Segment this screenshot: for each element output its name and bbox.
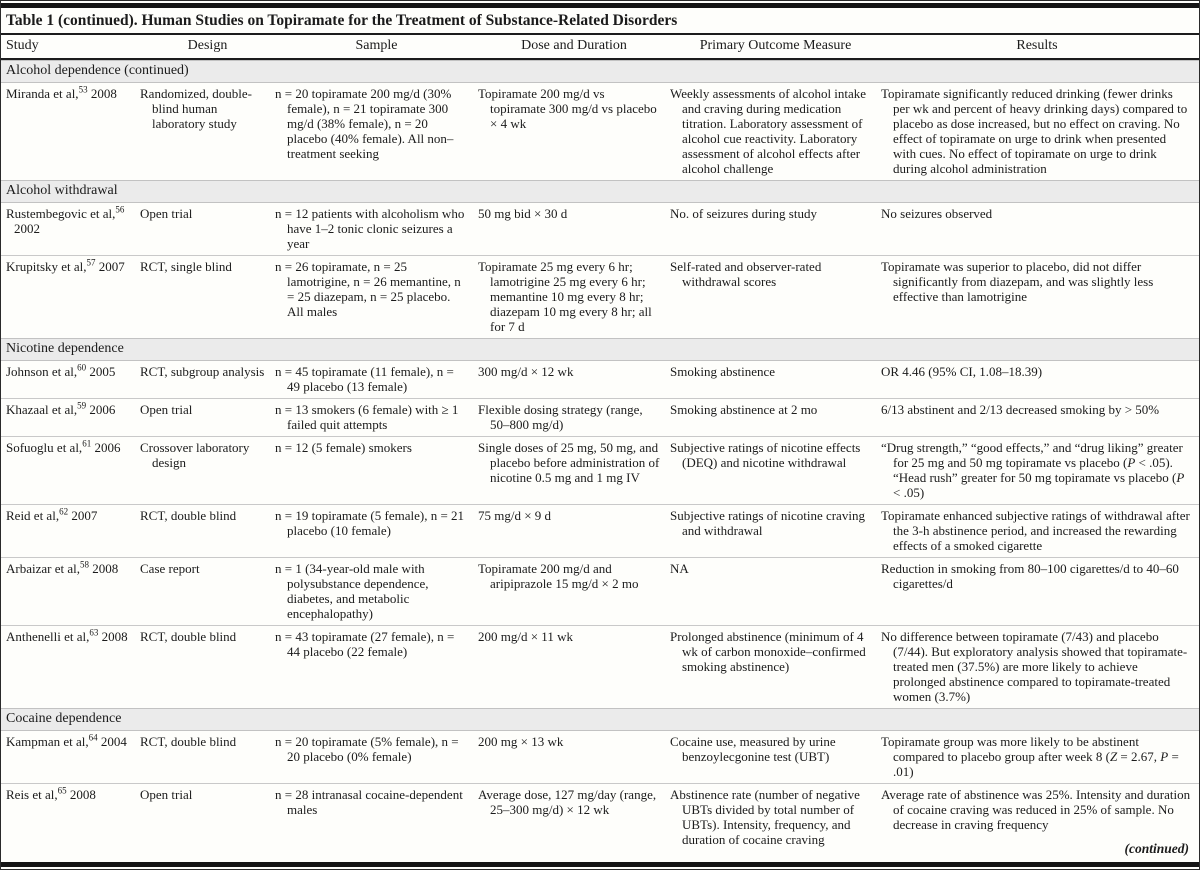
outcome-cell: Smoking abstinence at 2 mo: [670, 402, 818, 417]
citation-ref: 59: [77, 400, 87, 411]
dose-cell: 200 mg/d × 11 wk: [478, 629, 573, 644]
table-title: Table 1 (continued). Human Studies on Topiramate for the Treatment of Substance-Related Disorders: [1, 8, 1199, 35]
sample-cell: n = 28 intranasal cocaine-dependent males: [275, 787, 463, 817]
study-name: Reid et al,: [6, 508, 60, 523]
results-cell: “Drug strength,” “good effects,” and “drug liking” greater for 25 mg and 50 mg topiramate vs placebo (P < .05). “Head rush” greater for 50 mg topiramate vs placebo (P < .05): [881, 440, 1185, 500]
study-cell: [6, 86, 140, 176]
outcome-cell: Subjective ratings of nicotine craving and withdrawal: [670, 508, 865, 538]
citation-ref: 63: [89, 627, 99, 638]
study-year: 2007: [98, 259, 125, 274]
design-cell: Open trial: [140, 787, 193, 802]
citation-ref: 61: [82, 438, 92, 449]
study-cell: [6, 561, 140, 621]
dose-cell: Topiramate 200 mg/d and aripiprazole 15 mg/d × 2 mo: [478, 561, 639, 591]
design-cell: Open trial: [140, 402, 193, 417]
study-year: 2006: [94, 440, 121, 455]
dose-cell: Single doses of 25 mg, 50 mg, and placebo before administration of nicotine 0.5 mg and 1 mg IV: [478, 440, 660, 485]
results-cell: OR 4.46 (95% CI, 1.08–18.39): [881, 364, 1043, 379]
study-year: 2007: [71, 508, 98, 523]
outcome-cell: Cocaine use, measured by urine benzoylecgonine test (UBT): [670, 734, 836, 764]
section-alcohol-dependence-continued: [1, 60, 1199, 180]
sample-cell: n = 12 patients with alcoholism who have 1–2 tonic clonic seizures a year: [275, 206, 465, 251]
design-cell: RCT, subgroup analysis: [140, 364, 265, 379]
results-cell: Average rate of abstinence was 25%. Intensity and duration of cocaine craving was reduced in 25% of sample. No decrease in craving frequency: [881, 787, 1191, 832]
results-cell: Topiramate group was more likely to be abstinent compared to placebo group after week 8 (Z = 2.67, P = .01): [881, 734, 1179, 779]
table-row: [1, 783, 1199, 851]
results-cell: No difference between topiramate (7/43) and placebo (7/44). But exploratory analysis showed that topiramate-treated men (37.5%) are more likely to achieve prolonged abstinence compared to topiramate-treated women (3.7%): [881, 629, 1188, 704]
results-cell: 6/13 abstinent and 2/13 decreased smoking by > 50%: [881, 402, 1160, 417]
sample-cell: n = 20 topiramate 200 mg/d (30% female), n = 21 topiramate 300 mg/d (38% female), n = 20 placebo (40% female). All non–treatment seeking: [275, 86, 454, 161]
dose-cell: 200 mg × 13 wk: [478, 734, 564, 749]
dose-cell: Topiramate 200 mg/d vs topiramate 300 mg/d vs placebo × 4 wk: [478, 86, 657, 131]
study-cell: [6, 629, 140, 704]
study-cell: [6, 787, 140, 847]
citation-ref: 56: [115, 204, 125, 215]
column-header-design: Design: [187, 38, 228, 53]
results-cell: Topiramate enhanced subjective ratings of withdrawal after the 3-h abstinence period, and increased the rewarding effects of a smoked cigarette: [881, 508, 1190, 553]
study-year: 2008: [90, 86, 117, 101]
outcome-cell: No. of seizures during study: [670, 206, 817, 221]
study-cell: [6, 402, 140, 432]
section-label: Alcohol dependence (continued): [1, 60, 1199, 83]
sample-cell: n = 19 topiramate (5 female), n = 21 placebo (10 female): [275, 508, 465, 538]
table-row: [1, 625, 1199, 708]
design-cell: RCT, double blind: [140, 734, 237, 749]
results-cell: Topiramate was superior to placebo, did not differ significantly from diazepam, and was slightly less effective than lamotrigine: [881, 259, 1154, 304]
table-row: [1, 557, 1199, 625]
citation-ref: 62: [59, 506, 69, 517]
table-row: [1, 504, 1199, 557]
citation-ref: 58: [79, 559, 89, 570]
sample-cell: n = 1 (34-year-old male with polysubstance dependence, diabetes, and metabolic encephalopathy): [275, 561, 429, 621]
study-name: Miranda et al,: [6, 86, 79, 101]
dose-cell: Average dose, 127 mg/day (range, 25–300 mg/d) × 12 wk: [478, 787, 657, 817]
design-cell: Randomized, double-blind human laboratory study: [140, 86, 252, 131]
column-header-results: Results: [1016, 38, 1058, 53]
results-cell: No seizures observed: [881, 206, 993, 221]
study-cell: [6, 440, 140, 500]
study-name: Reis et al,: [6, 787, 58, 802]
column-header-study: Study: [6, 38, 39, 53]
sample-cell: n = 12 (5 female) smokers: [275, 440, 412, 455]
column-header-sample: Sample: [355, 38, 398, 53]
section-alcohol-withdrawal: [1, 180, 1199, 338]
section-label: Cocaine dependence: [1, 708, 1199, 731]
table-row: [1, 203, 1199, 255]
citation-ref: 60: [77, 362, 87, 373]
study-cell: [6, 734, 140, 779]
study-cell: [6, 364, 140, 394]
study-name: Arbaizar et al,: [6, 561, 80, 576]
dose-cell: 300 mg/d × 12 wk: [478, 364, 574, 379]
continued-note: (continued): [1124, 841, 1189, 856]
design-cell: Open trial: [140, 206, 193, 221]
table-row: [1, 398, 1199, 436]
section-nicotine-dependence: [1, 338, 1199, 708]
dose-cell: 50 mg bid × 30 d: [478, 206, 568, 221]
study-year: 2005: [89, 364, 116, 379]
study-cell: [6, 259, 140, 334]
study-name: Krupitsky et al,: [6, 259, 87, 274]
outcome-cell: Prolonged abstinence (minimum of 4 wk of carbon monoxide–confirmed smoking abstinence): [670, 629, 866, 674]
section-label: Nicotine dependence: [1, 338, 1199, 361]
sample-cell: n = 13 smokers (6 female) with ≥ 1 failed quit attempts: [275, 402, 459, 432]
study-name: Kampman et al,: [6, 734, 89, 749]
outcome-cell: Weekly assessments of alcohol intake and craving during medication titration. Laboratory assessment of alcohol cue reactivity. Laboratory assessment of alcohol effects after alcohol challenge: [670, 86, 867, 176]
citation-ref: 65: [57, 785, 67, 796]
study-year: 2008: [101, 629, 128, 644]
results-cell: Reduction in smoking from 80–100 cigarettes/d to 40–60 cigarettes/d: [881, 561, 1179, 591]
results-cell: Topiramate significantly reduced drinking (fewer drinks per wk and percent of heavy drinking days) compared to placebo as dose increased, but no effect on craving. No effect of topiramate on urge to drink when presented with cues. No effect of topiramate on urge to drink during alcohol administration: [881, 86, 1188, 176]
sample-cell: n = 45 topiramate (11 female), n = 49 placebo (13 female): [275, 364, 454, 394]
sample-cell: n = 43 topiramate (27 female), n = 44 placebo (22 female): [275, 629, 455, 659]
design-cell: RCT, double blind: [140, 508, 237, 523]
design-cell: Case report: [140, 561, 200, 576]
study-year: 2002: [14, 221, 40, 236]
study-year: 2008: [69, 787, 96, 802]
column-header-row: [1, 35, 1199, 60]
study-name: Sofuoglu et al,: [6, 440, 83, 455]
design-cell: RCT, single blind: [140, 259, 232, 274]
column-header-dose: Dose and Duration: [521, 38, 627, 53]
study-name: Anthenelli et al,: [6, 629, 90, 644]
study-name: Rustembegovic et al,: [6, 206, 116, 221]
study-name: Johnson et al,: [6, 364, 78, 379]
outcome-cell: NA: [670, 561, 689, 576]
study-year: 2004: [100, 734, 127, 749]
study-year: 2008: [92, 561, 119, 576]
dose-cell: Flexible dosing strategy (range, 50–800 mg/d): [478, 402, 643, 432]
section-cocaine-dependence: [1, 708, 1199, 851]
dose-cell: Topiramate 25 mg every 6 hr; lamotrigine 25 mg every 6 hr; memantine 10 mg every 8 hr; diazepam 10 mg every 8 hr; all for 7 d: [478, 259, 652, 334]
table-row: [1, 255, 1199, 338]
table-row: [1, 731, 1199, 783]
outcome-cell: Smoking abstinence: [670, 364, 776, 379]
column-header-outcome: Primary Outcome Measure: [699, 38, 852, 53]
sample-cell: n = 26 topiramate, n = 25 lamotrigine, n = 26 memantine, n = 25 diazepam, n = 25 placebo. All males: [275, 259, 461, 319]
outcome-cell: Subjective ratings of nicotine effects (DEQ) and nicotine withdrawal: [670, 440, 861, 470]
bottom-rule: [1, 862, 1199, 867]
study-cell: [6, 508, 140, 553]
table-row: [1, 361, 1199, 398]
study-name: Khazaal et al,: [6, 402, 78, 417]
study-cell: [6, 206, 140, 251]
section-label: Alcohol withdrawal: [1, 180, 1199, 203]
dose-cell: 75 mg/d × 9 d: [478, 508, 552, 523]
citation-ref: 53: [78, 84, 88, 95]
study-year: 2006: [89, 402, 116, 417]
design-cell: RCT, double blind: [140, 629, 237, 644]
table-row: [1, 83, 1199, 180]
design-cell: Crossover laboratory design: [140, 440, 250, 470]
citation-ref: 57: [86, 257, 96, 268]
table-row: [1, 436, 1199, 504]
outcome-cell: Abstinence rate (number of negative UBTs divided by total number of UBTs). Intensity, frequency, and duration of cocaine craving: [670, 787, 860, 847]
citation-ref: 64: [88, 732, 98, 743]
sample-cell: n = 20 topiramate (5% female), n = 20 placebo (0% female): [275, 734, 459, 764]
outcome-cell: Self-rated and observer-rated withdrawal scores: [670, 259, 822, 289]
